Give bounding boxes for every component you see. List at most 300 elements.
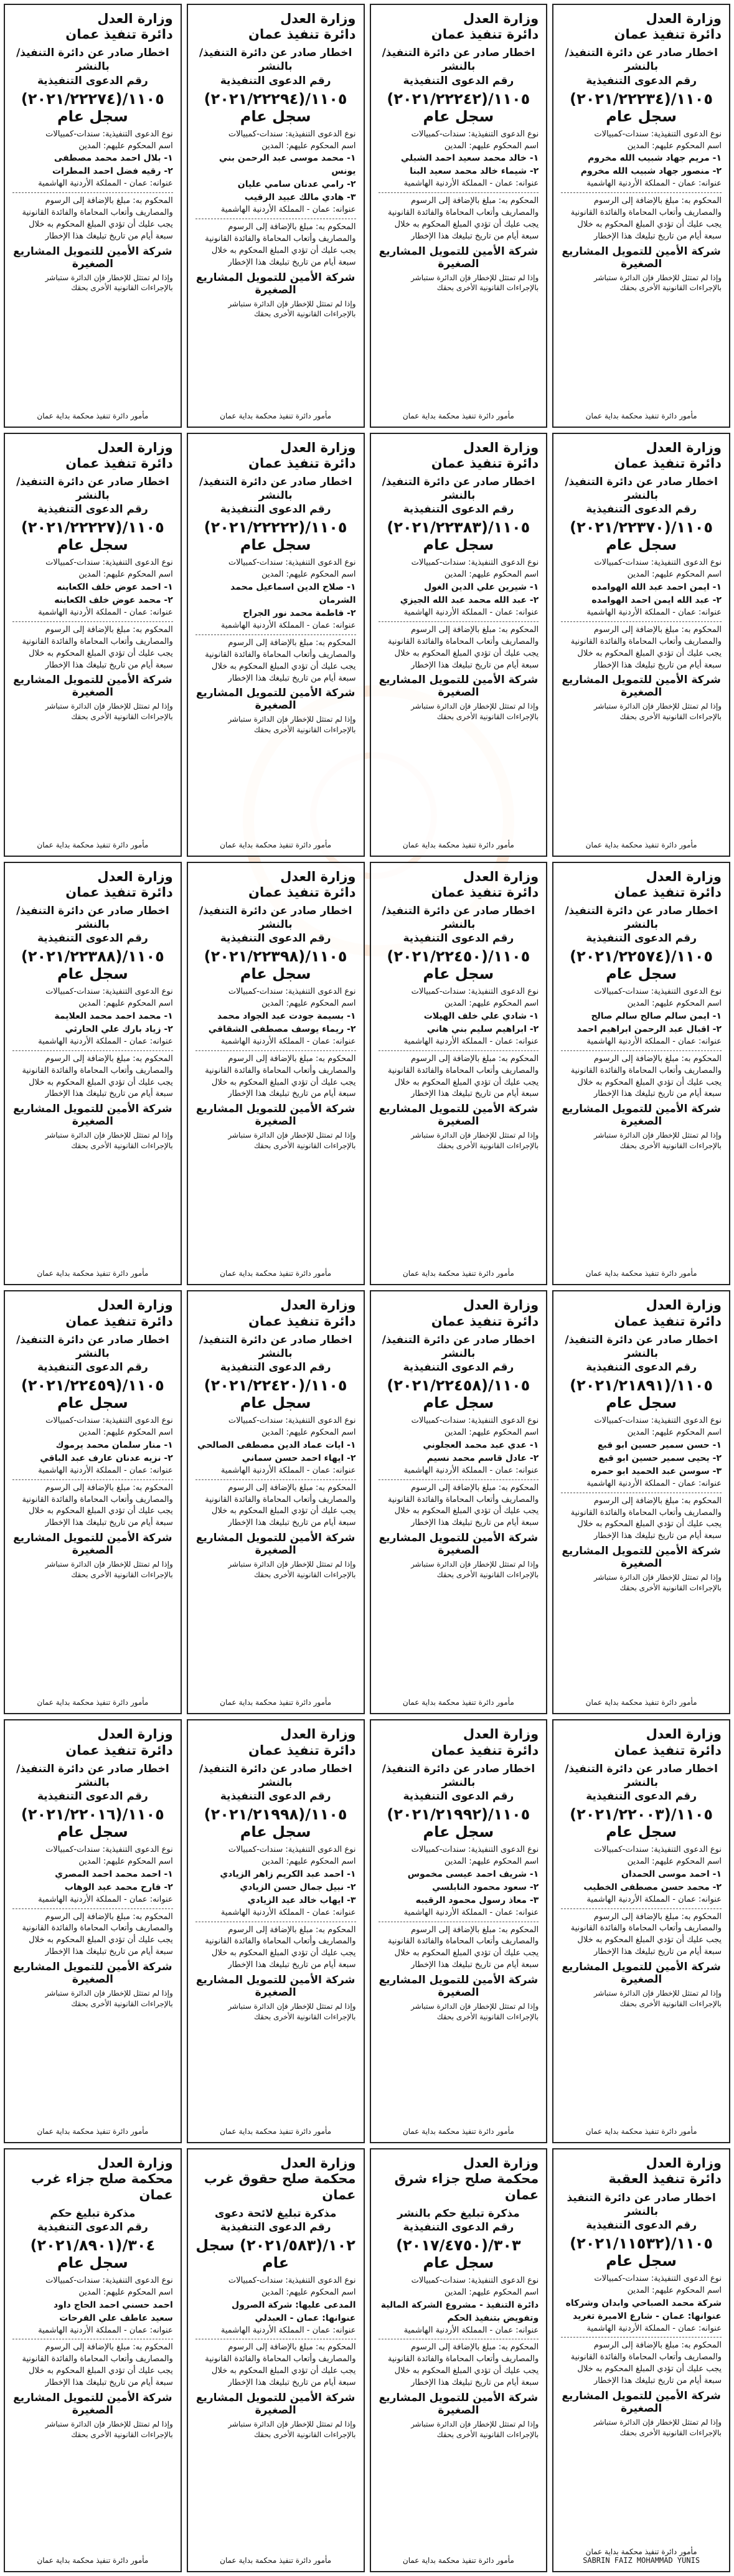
- notice-subheading: رقم الدعوى التنفيذية: [220, 1790, 331, 1803]
- closing-text: وإذا لم تمتثل للإخطار فإن الدائرة ستباشر بالإجراءات القانونية الأخرى بحقك: [45, 1560, 173, 1579]
- defendant-names: [12, 1868, 173, 1894]
- defendant-names: [561, 581, 722, 607]
- notice-heading: مذكرة تبليغ حكم بالنشر: [397, 2207, 520, 2220]
- defendant-name: ٢- محمد حسن مصطفى الخطيب: [583, 1882, 722, 1892]
- case-number: ١١٠٥/(٢٠٢١/٢٢٢٢٧) سجل عام: [21, 519, 164, 554]
- defendant-names: [379, 1868, 539, 1907]
- divider: [379, 1479, 539, 1480]
- closing-text: وإذا لم تمتثل للإخطار فإن الدائرة ستباشر بالإجراءات القانونية الأخرى بحقك: [45, 273, 173, 293]
- notice-instruction: يجب عليك أن تؤدي المبلغ المحكوم به خلال سبعة أيام من تاريخ تبليغك هذا الإخطار: [29, 648, 173, 670]
- case-type: نوع الدعوى التنفيذية: سندات-كمبيالات: [594, 987, 722, 997]
- defendant-name: ٢- شيماء خالد محمد سعيد البنا: [410, 166, 539, 177]
- notices-grid: [4, 4, 730, 2572]
- case-type: نوع الدعوى التنفيذية: سندات-كمبيالات: [45, 2275, 173, 2285]
- legal-notice: [4, 1719, 182, 2143]
- defendant-name: ١- بسيمة جودت عبد الجواد محمد: [217, 1011, 356, 1021]
- department-title: دائرة تنفيذ عمان: [65, 884, 173, 900]
- plaintiff-company: شركة الأمين للتمويل المشاريع الصغيرة: [195, 1532, 355, 1557]
- department-title: دائرة تنفيذ عمان: [614, 1313, 722, 1329]
- notice-subheading: رقم الدعوى التنفيذية: [403, 2220, 514, 2234]
- notice-subheading: رقم الدعوى التنفيذية: [403, 503, 514, 516]
- judgment-line: المحكوم به: مبلغ بالإضافة إلى الرسوم والمصاريف وأتعاب المحاماة والفائدة القانونية: [570, 1912, 722, 1933]
- defendant-name: ٢- عبد الله محمد عبد الله الجيزي: [400, 595, 539, 606]
- notice-footer: مأمور دائرة تنفيذ محكمة بداية عمان: [402, 840, 514, 849]
- notice-footer: مأمور دائرة تنفيذ محكمة بداية عمان: [37, 411, 149, 420]
- notice-footer: مأمور دائرة تنفيذ محكمة بداية عمان: [37, 2127, 149, 2136]
- legal-notice: [4, 433, 182, 857]
- legal-notice: [4, 2148, 182, 2572]
- notified-label: اسم المحكوم عليهم: المدين: [78, 141, 173, 151]
- address-line: عنوانه: عمان - المملكة الأردنية الهاشمية: [403, 2325, 539, 2335]
- ministry-title: وزارة العدل: [280, 11, 356, 26]
- notice-subheading: رقم الدعوى التنفيذية: [220, 503, 331, 516]
- ministry-title: وزارة العدل: [646, 440, 722, 455]
- notified-label: اسم المحكوم عليهم: المدين: [78, 570, 173, 580]
- case-type: نوع الدعوى التنفيذية: سندات-كمبيالات: [411, 987, 539, 997]
- case-number: ١١٠٥/(٢٠٢١/١١٥٣٢) سجل عام: [570, 2234, 713, 2270]
- plaintiff-company: شركة الأمين للتمويل المشاريع الصغيرة: [562, 674, 721, 699]
- judgment-line: المحكوم به: مبلغ بالإضافة إلى الرسوم والمصاريف وأتعاب المحاماة والفائدة القانونية: [22, 1912, 173, 1933]
- notified-label: اسم المحكوم عليهم: المدين: [444, 141, 539, 151]
- notice-heading: اخطار صادر عن دائرة التنفيذ/ بالنشر: [16, 476, 169, 502]
- legal-notice: [370, 1719, 548, 2143]
- defendant-name: ١- مريم جهاد شبيب الله مخروم: [588, 153, 722, 164]
- ministry-title: وزارة العدل: [463, 1298, 539, 1313]
- closing-text: وإذا لم تمتثل للإخطار فإن الدائرة ستباشر بالإجراءات القانونية الأخرى بحقك: [411, 1560, 539, 1579]
- defendant-names: [561, 1868, 722, 1894]
- defendant-names: [379, 152, 539, 178]
- closing-text: وإذا لم تمتثل للإخطار فإن الدائرة ستباشر بالإجراءات القانونية الأخرى بحقك: [411, 1131, 539, 1151]
- address-line: عنوانه: عمان - المملكة الأردنية الهاشمية: [38, 1894, 173, 1904]
- closing-text: وإذا لم تمتثل للإخطار فإن الدائرة ستباشر بالإجراءات القانونية الأخرى بحقك: [593, 1573, 722, 1592]
- defendant-name: ٢- نزيه عدنان عارف عبد الباقي: [40, 1453, 173, 1463]
- notice-heading: اخطار صادر عن دائرة التنفيذ/ بالنشر: [382, 905, 535, 932]
- case-number: ١١٠٥/(٢٠٢١/٢٢٢٢٢) سجل عام: [204, 519, 347, 554]
- notice-instruction: يجب عليك أن تؤدي المبلغ المحكوم به خلال سبعة أيام من تاريخ تبليغك هذا الإخطار: [394, 1077, 539, 1099]
- department-title: دائرة تنفيذ عمان: [431, 456, 539, 471]
- closing-text: وإذا لم تمتثل للإخطار فإن الدائرة ستباشر بالإجراءات القانونية الأخرى بحقك: [411, 2419, 539, 2439]
- notice-instruction: يجب عليك أن تؤدي المبلغ المحكوم به خلال سبعة أيام من تاريخ تبليغك هذا الإخطار: [577, 1077, 722, 1099]
- judgment-line: المحكوم به: مبلغ بالإضافة إلى الرسوم والمصاريف وأتعاب المحاماة والفائدة القانونية: [570, 1054, 722, 1075]
- judgment-line: المحكوم به: مبلغ بالإضافة إلى الرسوم والمصاريف وأتعاب المحاماة والفائدة القانونية: [22, 625, 173, 646]
- case-type: نوع الدعوى التنفيذية: سندات-كمبيالات: [411, 1844, 539, 1854]
- address-line: عنوانه: عمان - المملكة الأردنية الهاشمية: [403, 608, 539, 618]
- notice-heading: اخطار صادر عن دائرة التنفيذ/ بالنشر: [565, 1762, 718, 1789]
- defendant-name: ٢- نبيل جمال حسن الزيادي: [240, 1882, 356, 1892]
- notified-label: اسم المحكوم عليهم: المدين: [261, 999, 356, 1009]
- closing-text: وإذا لم تمتثل للإخطار فإن الدائرة ستباشر بالإجراءات القانونية الأخرى بحقك: [228, 2001, 356, 2021]
- notified-label: اسم المحكوم عليهم: المدين: [261, 2287, 356, 2297]
- defendant-name: ٢- ابراهيم سليم بني هاني: [426, 1024, 539, 1034]
- divider: [12, 1908, 173, 1909]
- notice-heading: اخطار صادر عن دائرة التنفيذ/ بالنشر: [16, 1333, 169, 1360]
- notice-heading: اخطار صادر عن دائرة التنفيذ/ بالنشر: [199, 47, 352, 73]
- notified-label: اسم المحكوم عليهم: المدين: [444, 1427, 539, 1437]
- ministry-title: وزارة العدل: [97, 440, 173, 455]
- defendant-name: عنوانها: عمان - العبدلي: [255, 2313, 356, 2323]
- plaintiff-company: شركة الأمين للتمويل المشاريع الصغيرة: [562, 1103, 721, 1128]
- closing-text: وإذا لم تمتثل للإخطار فإن الدائرة ستباشر بالإجراءات القانونية الأخرى بحقك: [228, 1560, 356, 1579]
- notice-instruction: يجب عليك أن تؤدي المبلغ المحكوم به خلال سبعة أيام من تاريخ تبليغك هذا الإخطار: [211, 1077, 356, 1099]
- judgment-line: المحكوم به: مبلغ بالإضافة إلى الرسوم والمصاريف وأتعاب المحاماة والفائدة القانونية: [205, 1054, 356, 1075]
- department-title: دائرة تنفيذ العقبة: [608, 2171, 722, 2187]
- closing-text: وإذا لم تمتثل للإخطار فإن الدائرة ستباشر بالإجراءات القانونية الأخرى بحقك: [593, 1988, 722, 2008]
- case-number: ١١٠٥/(٢٠٢١/٢٢٥٧٤) سجل عام: [570, 948, 713, 983]
- notice-footer: مأمور دائرة تنفيذ محكمة بداية عمان: [37, 1269, 149, 1278]
- notice-subheading: رقم الدعوى التنفيذية: [37, 74, 148, 87]
- address-line: عنوانه: عمان - المملكة الأردنية الهاشمية: [586, 608, 722, 618]
- case-type: نوع الدعوى التنفيذية: سندات-كمبيالات: [228, 1416, 356, 1426]
- case-number: ١١٠٥/(٢٠٢١/٢١٩٩٨) سجل عام: [204, 1805, 347, 1841]
- case-type: نوع الدعوى التنفيذية: سندات-كمبيالات: [411, 129, 539, 139]
- notice-subheading: رقم الدعوى التنفيذية: [37, 1361, 148, 1374]
- plaintiff-company: شركة الأمين للتمويل المشاريع الصغيرة: [379, 674, 539, 699]
- plaintiff-company: شركة الأمين للتمويل المشاريع الصغيرة: [195, 1973, 355, 1999]
- legal-notice: [552, 433, 730, 857]
- defendant-names: [561, 152, 722, 178]
- notice-footer: مأمور دائرة تنفيذ محكمة بداية عمان: [220, 1269, 332, 1278]
- closing-text: وإذا لم تمتثل للإخطار فإن الدائرة ستباشر بالإجراءات القانونية الأخرى بحقك: [411, 273, 539, 293]
- case-number: ١١٠٥/(٢٠٢١/٢٢٤٥٨) سجل عام: [387, 1377, 530, 1412]
- defendant-name: ٢- رامي عدنان سامي عليان: [237, 179, 356, 190]
- case-type: نوع الدعوى التنفيذية: سندات-كمبيالات: [45, 129, 173, 139]
- defendant-name: ٣- هادي مالك عبيد الرقيب: [244, 192, 356, 203]
- case-number: ١١٠٥/(٢٠٢١/٢٢٤٥٠) سجل عام: [387, 948, 530, 983]
- divider: [379, 621, 539, 622]
- judgment-line: المحكوم به: مبلغ بالإضافة إلى الرسوم والمصاريف وأتعاب المحاماة والفائدة القانونية: [388, 2342, 539, 2364]
- address-line: عنوانه: عمان - المملكة الأردنية الهاشمية: [403, 1465, 539, 1475]
- judgment-line: المحكوم به: مبلغ بالإضافة إلى الرسوم والمصاريف وأتعاب المحاماة والفائدة القانونية: [205, 222, 356, 244]
- legal-notice: [4, 1290, 182, 1714]
- case-type: نوع الدعوى التنفيذية: سندات-كمبيالات: [45, 558, 173, 568]
- legal-notice: [370, 1290, 548, 1714]
- notice-heading: اخطار صادر عن دائرة التنفيذ/ بالنشر: [565, 905, 718, 932]
- notified-label: اسم المحكوم عليهم: المدين: [627, 570, 722, 580]
- ministry-title: وزارة العدل: [463, 440, 539, 455]
- closing-text: وإذا لم تمتثل للإخطار فإن الدائرة ستباشر بالإجراءات القانونية الأخرى بحقك: [593, 702, 722, 722]
- defendant-name: وتفويض بتنفيذ الحكم: [447, 2313, 539, 2323]
- divider: [561, 621, 722, 622]
- case-number: ١١٠٥/(٢٠٢١/٢٢٣٨٣) سجل عام: [387, 519, 530, 554]
- defendant-names: [195, 1439, 356, 1465]
- notified-label: اسم المحكوم عليهم: المدين: [78, 1856, 173, 1866]
- plaintiff-company: شركة الأمين للتمويل المشاريع الصغيرة: [13, 1532, 172, 1557]
- notified-label: اسم المحكوم عليهم: المدين: [261, 1427, 356, 1437]
- defendant-name: ٣- ايهاب خالد عيد الزيادي: [247, 1895, 356, 1905]
- notice-subheading: رقم الدعوى التنفيذية: [403, 1790, 514, 1803]
- department-title: دائرة تنفيذ عمان: [614, 1742, 722, 1758]
- defendant-names: [379, 1010, 539, 1036]
- notice-heading: اخطار صادر عن دائرة التنفيذ/ بالنشر: [16, 47, 169, 73]
- defendant-names: [561, 1010, 722, 1036]
- notice-instruction: يجب عليك أن تؤدي المبلغ المحكوم به خلال سبعة أيام من تاريخ تبليغك هذا الإخطار: [394, 2366, 539, 2387]
- notice-heading: اخطار صادر عن دائرة التنفيذ/ بالنشر: [199, 1333, 352, 1360]
- divider: [379, 1050, 539, 1051]
- address-line: عنوانه: عمان - المملكة الأردنية الهاشمية: [220, 2325, 356, 2335]
- notice-instruction: يجب عليك أن تؤدي المبلغ المحكوم به خلال سبعة أيام من تاريخ تبليغك هذا الإخطار: [211, 2366, 356, 2387]
- case-type: نوع الدعوى التنفيذية: سندات-كمبيالات: [411, 1416, 539, 1426]
- defendant-name: ١- عدي عبد محمد العجلوني: [423, 1440, 539, 1450]
- case-number: ١١٠٥/(٢٠٢١/٢١٩٩٢) سجل عام: [387, 1805, 530, 1841]
- ministry-title: وزارة العدل: [646, 1727, 722, 1742]
- defendant-names: [561, 1439, 722, 1478]
- defendant-name: ١- احمد موسى الحمدان: [621, 1869, 722, 1879]
- notice-heading: اخطار صادر عن دائرة التنفيذ/ بالنشر: [199, 476, 352, 502]
- notice-instruction: يجب عليك أن تؤدي المبلغ المحكوم به خلال سبعة أيام من تاريخ تبليغك هذا الإخطار: [211, 1506, 356, 1528]
- address-line: عنوانه: عمان - المملكة الأردنية الهاشمية: [38, 1037, 173, 1046]
- judgment-line: المحكوم به: مبلغ بالإضافة إلى الرسوم والمصاريف وأتعاب المحاماة والفائدة القانونية: [205, 1925, 356, 1946]
- plaintiff-company: شركة الأمين للتمويل المشاريع الصغيرة: [379, 245, 539, 270]
- case-number: ٣٠٤/(٢٠٢١/٨٩٠١) سجل عام: [30, 2236, 156, 2272]
- case-type: نوع الدعوى التنفيذية: سندات-كمبيالات: [594, 129, 722, 139]
- address-line: عنوانه: عمان - المملكة الأردنية الهاشمية: [38, 179, 173, 189]
- notice-heading: اخطار صادر عن دائرة التنفيذ بالنشر: [567, 2191, 716, 2218]
- notice-subheading: رقم الدعوى التنفيذية: [586, 1361, 697, 1374]
- ministry-title: وزارة العدل: [463, 1727, 539, 1742]
- address-line: عنوانه: عمان - المملكة الأردنية الهاشمية: [38, 1465, 173, 1475]
- case-number: ١١٠٥/(٢٠٢١/٢٢٢٩٤) سجل عام: [204, 90, 347, 125]
- ministry-title: وزارة العدل: [646, 1298, 722, 1313]
- closing-text: وإذا لم تمتثل للإخطار فإن الدائرة ستباشر بالإجراءات القانونية الأخرى بحقك: [45, 702, 173, 722]
- department-title: دائرة تنفيذ عمان: [248, 884, 356, 900]
- divider: [12, 192, 173, 193]
- department-title: محكمة صلح جزاء غرب عمان: [31, 2171, 173, 2202]
- notified-label: اسم المحكوم عليهم: المدين: [627, 999, 722, 1009]
- case-number: ١١٠٥/(٢٠٢١/٢٢٠٠٣) سجل عام: [570, 1805, 713, 1841]
- notice-footer: مأمور دائرة تنفيذ محكمة بداية عمان: [402, 2127, 514, 2136]
- defendant-name: ٢- رقيه فضل احمد المطرات: [52, 166, 173, 177]
- notice-footer: مأمور دائرة تنفيذ محكمة بداية عمان: [402, 411, 514, 420]
- notice-instruction: يجب عليك أن تؤدي المبلغ المحكوم به خلال سبعة أيام من تاريخ تبليغك هذا الإخطار: [29, 219, 173, 241]
- defendant-names: [12, 1010, 173, 1036]
- legal-notice: [187, 4, 365, 428]
- defendant-names: [195, 2299, 356, 2325]
- notice-instruction: يجب عليك أن تؤدي المبلغ المحكوم به خلال سبعة أيام من تاريخ تبليغك هذا الإخطار: [394, 1948, 539, 1970]
- defendant-name: ١- صلاح الدين اسماعيل محمد الشرمان: [230, 582, 356, 606]
- notice-footer: مأمور دائرة تنفيذ محكمة بداية عمان: [37, 840, 149, 849]
- department-title: دائرة تنفيذ عمان: [65, 1313, 173, 1329]
- department-title: دائرة تنفيذ عمان: [431, 1313, 539, 1329]
- legal-notice: [370, 862, 548, 1286]
- notice-subheading: رقم الدعوى التنفيذية: [586, 503, 697, 516]
- notice-subheading: رقم الدعوى التنفيذية: [403, 932, 514, 945]
- department-title: دائرة تنفيذ عمان: [65, 456, 173, 471]
- defendant-name: ١- محمد موسى عبد الرحمن بني يونس: [219, 153, 356, 177]
- judgment-line: المحكوم به: مبلغ بالإضافة إلى الرسوم والمصاريف وأتعاب المحاماة والفائدة القانونية: [570, 196, 722, 218]
- defendant-name: عنوانها: عمان - شارع الاميرة تغريد: [573, 2311, 722, 2321]
- notice-instruction: يجب عليك أن تؤدي المبلغ المحكوم به خلال سبعة أيام من تاريخ تبليغك هذا الإخطار: [394, 1506, 539, 1528]
- closing-text: وإذا لم تمتثل للإخطار فإن الدائرة ستباشر بالإجراءات القانونية الأخرى بحقك: [45, 1988, 173, 2008]
- defendant-name: احمد حسني احمد الحاج داود: [53, 2300, 173, 2310]
- notice-footer: مأمور دائرة تنفيذ محكمة بداية عمان: [220, 1698, 332, 1707]
- defendant-name: ٢- عبد الله ايمن احمد الهوامده: [591, 595, 722, 606]
- defendant-names: [195, 1868, 356, 1907]
- defendant-names: [12, 1439, 173, 1465]
- notified-label: اسم المحكوم عليهم: المدين: [78, 1427, 173, 1437]
- notice-footer: مأمور دائرة تنفيذ محكمة بداية عمان: [402, 1698, 514, 1707]
- notice-footer: مأمور دائرة تنفيذ محكمة بداية عمان: [37, 1698, 149, 1707]
- notice-footer: مأمور دائرة تنفيذ محكمة بداية عمان: [585, 2547, 697, 2556]
- department-title: دائرة تنفيذ عمان: [248, 1313, 356, 1329]
- notice-subheading: رقم الدعوى التنفيذية: [403, 1361, 514, 1374]
- closing-text: وإذا لم تمتثل للإخطار فإن الدائرة ستباشر بالإجراءات القانونية الأخرى بحقك: [228, 715, 356, 735]
- notified-label: اسم المحكوم عليهم: المدين: [444, 1856, 539, 1866]
- defendant-name: ١- شيرين علي الدين الغول: [424, 582, 539, 593]
- ministry-title: وزارة العدل: [97, 869, 173, 884]
- defendant-name: ٢- منصور جهاد شبيب الله مخروم: [580, 166, 722, 177]
- address-line: عنوانه: عمان - المملكة الأردنية الهاشمية: [403, 179, 539, 189]
- judgment-line: المحكوم به: مبلغ بالإضافة إلى الرسوم والمصاريف وأتعاب المحاماة والفائدة القانونية: [388, 1054, 539, 1075]
- plaintiff-company: شركة الأمين للتمويل المشاريع الصغيرة: [195, 2391, 355, 2417]
- notice-instruction: يجب عليك أن تؤدي المبلغ المحكوم به خلال سبعة أيام من تاريخ تبليغك هذا الإخطار: [211, 245, 356, 267]
- divider: [195, 1479, 356, 1480]
- plaintiff-company: شركة الأمين للتمويل المشاريع الصغيرة: [13, 245, 172, 270]
- department-title: دائرة تنفيذ عمان: [248, 1742, 356, 1758]
- defendant-name: ٣- معاذ رسول محمود الرقيبه: [415, 1895, 539, 1905]
- defendant-names: [195, 581, 356, 620]
- department-title: محكمة صلح جزاء شرق عمان: [394, 2171, 539, 2202]
- address-line: عنوانه: عمان - المملكة الأردنية الهاشمية: [403, 1907, 539, 1917]
- legal-notice: [187, 2148, 365, 2572]
- case-number: ٣٠٣/(٢٠١٧/٤٧٥٠) سجل عام: [396, 2236, 521, 2272]
- case-type: نوع الدعوى التنفيذية: سندات-كمبيالات: [411, 2275, 539, 2285]
- address-line: عنوانه: عمان - المملكة الأردنية الهاشمية: [220, 1037, 356, 1046]
- plaintiff-company: شركة الأمين للتمويل المشاريع الصغيرة: [195, 687, 355, 712]
- ministry-title: وزارة العدل: [280, 1727, 356, 1742]
- notice-instruction: يجب عليك أن تؤدي المبلغ المحكوم به خلال سبعة أيام من تاريخ تبليغك هذا الإخطار: [29, 1935, 173, 1957]
- defendant-name: ١- شريف احمد عيسى مخموس: [407, 1869, 539, 1879]
- defendant-names: [379, 2299, 539, 2325]
- closing-text: وإذا لم تمتثل للإخطار فإن الدائرة ستباشر بالإجراءات القانونية الأخرى بحقك: [228, 2419, 356, 2439]
- case-number: ١١٠٥/(٢٠٢١/٢٢٣٧٠) سجل عام: [570, 519, 713, 554]
- defendant-name: ١- ايات عماد الدين مصطفى الصالحي: [197, 1440, 356, 1450]
- notice-footer: مأمور دائرة تنفيذ محكمة بداية عمان: [220, 411, 332, 420]
- ministry-title: وزارة العدل: [463, 869, 539, 884]
- defendant-name: ٢- اقبال عبد الرحمن ابراهيم احمد: [576, 1024, 722, 1034]
- address-line: عنوانه: عمان - المملكة الأردنية الهاشمية: [38, 2325, 173, 2335]
- address-line: عنوانه: عمان - المملكة الأردنية الهاشمية: [220, 1465, 356, 1475]
- notice-instruction: يجب عليك أن تؤدي المبلغ المحكوم به خلال سبعة أيام من تاريخ تبليغك هذا الإخطار: [577, 2364, 722, 2385]
- notice-instruction: يجب عليك أن تؤدي المبلغ المحكوم به خلال سبعة أيام من تاريخ تبليغك هذا الإخطار: [577, 219, 722, 241]
- defendant-names: [379, 1439, 539, 1465]
- defendant-names: [12, 581, 173, 607]
- defendant-name: ٢- زياد بارك علي الحارثي: [65, 1024, 173, 1034]
- case-type: نوع الدعوى التنفيذية: سندات-كمبيالات: [228, 2275, 356, 2285]
- ministry-title: وزارة العدل: [463, 11, 539, 26]
- ministry-title: وزارة العدل: [646, 869, 722, 884]
- defendant-names: [195, 1010, 356, 1036]
- address-line: عنوانه: عمان - المملكة الأردنية الهاشمية: [38, 608, 173, 618]
- defendant-name: ٢- ريماء يوسف مصطفى الشقاقي: [208, 1024, 356, 1034]
- closing-text: وإذا لم تمتثل للإخطار فإن الدائرة ستباشر بالإجراءات القانونية الأخرى بحقك: [45, 1131, 173, 1151]
- notified-label: اسم المحكوم عليهم: المدين: [444, 999, 539, 1009]
- case-type: نوع الدعوى التنفيذية: سندات-كمبيالات: [594, 1416, 722, 1426]
- notice-footer: مأمور دائرة تنفيذ محكمة بداية عمان: [402, 1269, 514, 1278]
- case-type: نوع الدعوى التنفيذية: سندات-كمبيالات: [594, 2273, 722, 2283]
- legal-notice: [370, 433, 548, 857]
- notice-subheading: رقم الدعوى التنفيذية: [220, 74, 331, 87]
- defendant-name: ٣- سوسن عبد الحميد ابو حمره: [591, 1466, 722, 1476]
- plaintiff-company: شركة الأمين للتمويل المشاريع الصغيرة: [13, 674, 172, 699]
- notified-label: اسم المحكوم عليهم: المدين: [627, 2285, 722, 2295]
- department-title: دائرة تنفيذ عمان: [431, 27, 539, 42]
- legal-notice: [552, 862, 730, 1286]
- plaintiff-company: شركة الأمين للتمويل المشاريع الصغيرة: [379, 1973, 539, 1999]
- defendant-name: ٢- محمد عوض خلف الكعابنه: [54, 595, 173, 606]
- legal-notice: [552, 2148, 730, 2572]
- address-line: عنوانه: عمان - المملكة الأردنية الهاشمية: [586, 1478, 722, 1488]
- closing-text: وإذا لم تمتثل للإخطار فإن الدائرة ستباشر بالإجراءات القانونية الأخرى بحقك: [411, 2001, 539, 2021]
- notice-footer: مأمور دائرة تنفيذ محكمة بداية عمان: [220, 2555, 332, 2565]
- notice-instruction: يجب عليك أن تؤدي المبلغ المحكوم به خلال سبعة أيام من تاريخ تبليغك هذا الإخطار: [577, 648, 722, 670]
- notice-heading: اخطار صادر عن دائرة التنفيذ/ بالنشر: [565, 1333, 718, 1360]
- defendant-name: ١- خالد محمد سعيد احمد الشبلي: [400, 153, 539, 164]
- defendant-name: ١- احمد محمد احمد المصري: [55, 1869, 173, 1879]
- legal-notice: [4, 4, 182, 428]
- notice-subheading: رقم الدعوى التنفيذية: [220, 932, 331, 945]
- defendant-name: ١- منار سلمان محمد يرموك: [55, 1440, 173, 1450]
- notice-subheading: رقم الدعوى التنفيذية: [586, 1790, 697, 1803]
- notice-subheading: رقم الدعوى التنفيذية: [586, 74, 697, 87]
- judgment-line: المحكوم به: مبلغ بالإضافة إلى الرسوم والمصاريف وأتعاب المحاماة والفائدة القانونية: [22, 1483, 173, 1504]
- ministry-title: وزارة العدل: [280, 1298, 356, 1313]
- notice-subheading: رقم الدعوى التنفيذية: [403, 74, 514, 87]
- case-number: ١١٠٥/(٢٠٢١/٢٢٢٣٤) سجل عام: [570, 90, 713, 125]
- address-line: عنوانه: عمان - المملكة الأردنية الهاشمية: [586, 1037, 722, 1046]
- judgment-line: المحكوم به: مبلغ بالإضافة إلى الرسوم والمصاريف وأتعاب المحاماة والفائدة القانونية: [205, 638, 356, 659]
- plaintiff-company: شركة الأمين للتمويل المشاريع الصغيرة: [562, 1960, 721, 1986]
- ministry-title: وزارة العدل: [280, 440, 356, 455]
- divider: [12, 1479, 173, 1480]
- notice-heading: اخطار صادر عن دائرة التنفيذ/ بالنشر: [199, 905, 352, 932]
- judgment-line: المحكوم به: مبلغ بالإضافة إلى الرسوم والمصاريف وأتعاب المحاماة والفائدة القانونية: [22, 196, 173, 218]
- plaintiff-company: شركة الأمين للتمويل المشاريع الصغيرة: [562, 2389, 721, 2415]
- notice-heading: اخطار صادر عن دائرة التنفيذ/ بالنشر: [382, 1762, 535, 1789]
- notice-heading: مذكرة تبليغ لائحة دعوى: [214, 2207, 337, 2220]
- divider: [379, 192, 539, 193]
- notice-subheading: رقم الدعوى التنفيذية: [586, 2219, 697, 2232]
- case-number: ١١٠٥/(٢٠٢١/٢٢٤٢٠) سجل عام: [204, 1377, 347, 1412]
- case-type: نوع الدعوى التنفيذية: سندات-كمبيالات: [228, 987, 356, 997]
- divider: [561, 1050, 722, 1051]
- department-title: محكمة صلح حقوق غرب عمان: [204, 2171, 356, 2202]
- plaintiff-company: شركة الأمين للتمويل المشاريع الصغيرة: [195, 1103, 355, 1128]
- notified-label: اسم المحكوم عليهم: المدين: [627, 1427, 722, 1437]
- divider: [561, 2337, 722, 2338]
- case-number: ١١٠٥/(٢٠٢١/٢١٨٩١) سجل عام: [570, 1377, 713, 1412]
- defendant-name: ٢- فارح محمد عبد الوهاب: [64, 1882, 173, 1892]
- ministry-title: وزارة العدل: [97, 1727, 173, 1742]
- notice-footer: مأمور دائرة تنفيذ محكمة بداية عمان: [220, 2127, 332, 2136]
- notice-heading: اخطار صادر عن دائرة التنفيذ/ بالنشر: [382, 476, 535, 502]
- defendant-name: دائرة التنفيذ - مشروع الشركة المالية: [380, 2300, 539, 2310]
- notice-instruction: يجب عليك أن تؤدي المبلغ المحكوم به خلال سبعة أيام من تاريخ تبليغك هذا الإخطار: [577, 1935, 722, 1957]
- notice-subheading: رقم الدعوى التنفيذية: [37, 503, 148, 516]
- notice-subheading: رقم الدعوى التنفيذية: [586, 932, 697, 945]
- case-type: نوع الدعوى التنفيذية: سندات-كمبيالات: [228, 558, 356, 568]
- ministry-title: وزارة العدل: [97, 11, 173, 26]
- notice-heading: اخطار صادر عن دائرة التنفيذ/ بالنشر: [16, 1762, 169, 1789]
- legal-notice: [552, 1719, 730, 2143]
- department-title: دائرة تنفيذ عمان: [431, 884, 539, 900]
- ministry-title: وزارة العدل: [646, 2156, 722, 2171]
- divider: [195, 1050, 356, 1051]
- divider: [12, 1050, 173, 1051]
- notified-label: اسم المحكوم عليهم: المدين: [261, 141, 356, 151]
- ministry-title: وزارة العدل: [646, 11, 722, 26]
- legal-notice: [370, 4, 548, 428]
- closing-text: وإذا لم تمتثل للإخطار فإن الدائرة ستباشر بالإجراءات القانونية الأخرى بحقك: [593, 2417, 722, 2437]
